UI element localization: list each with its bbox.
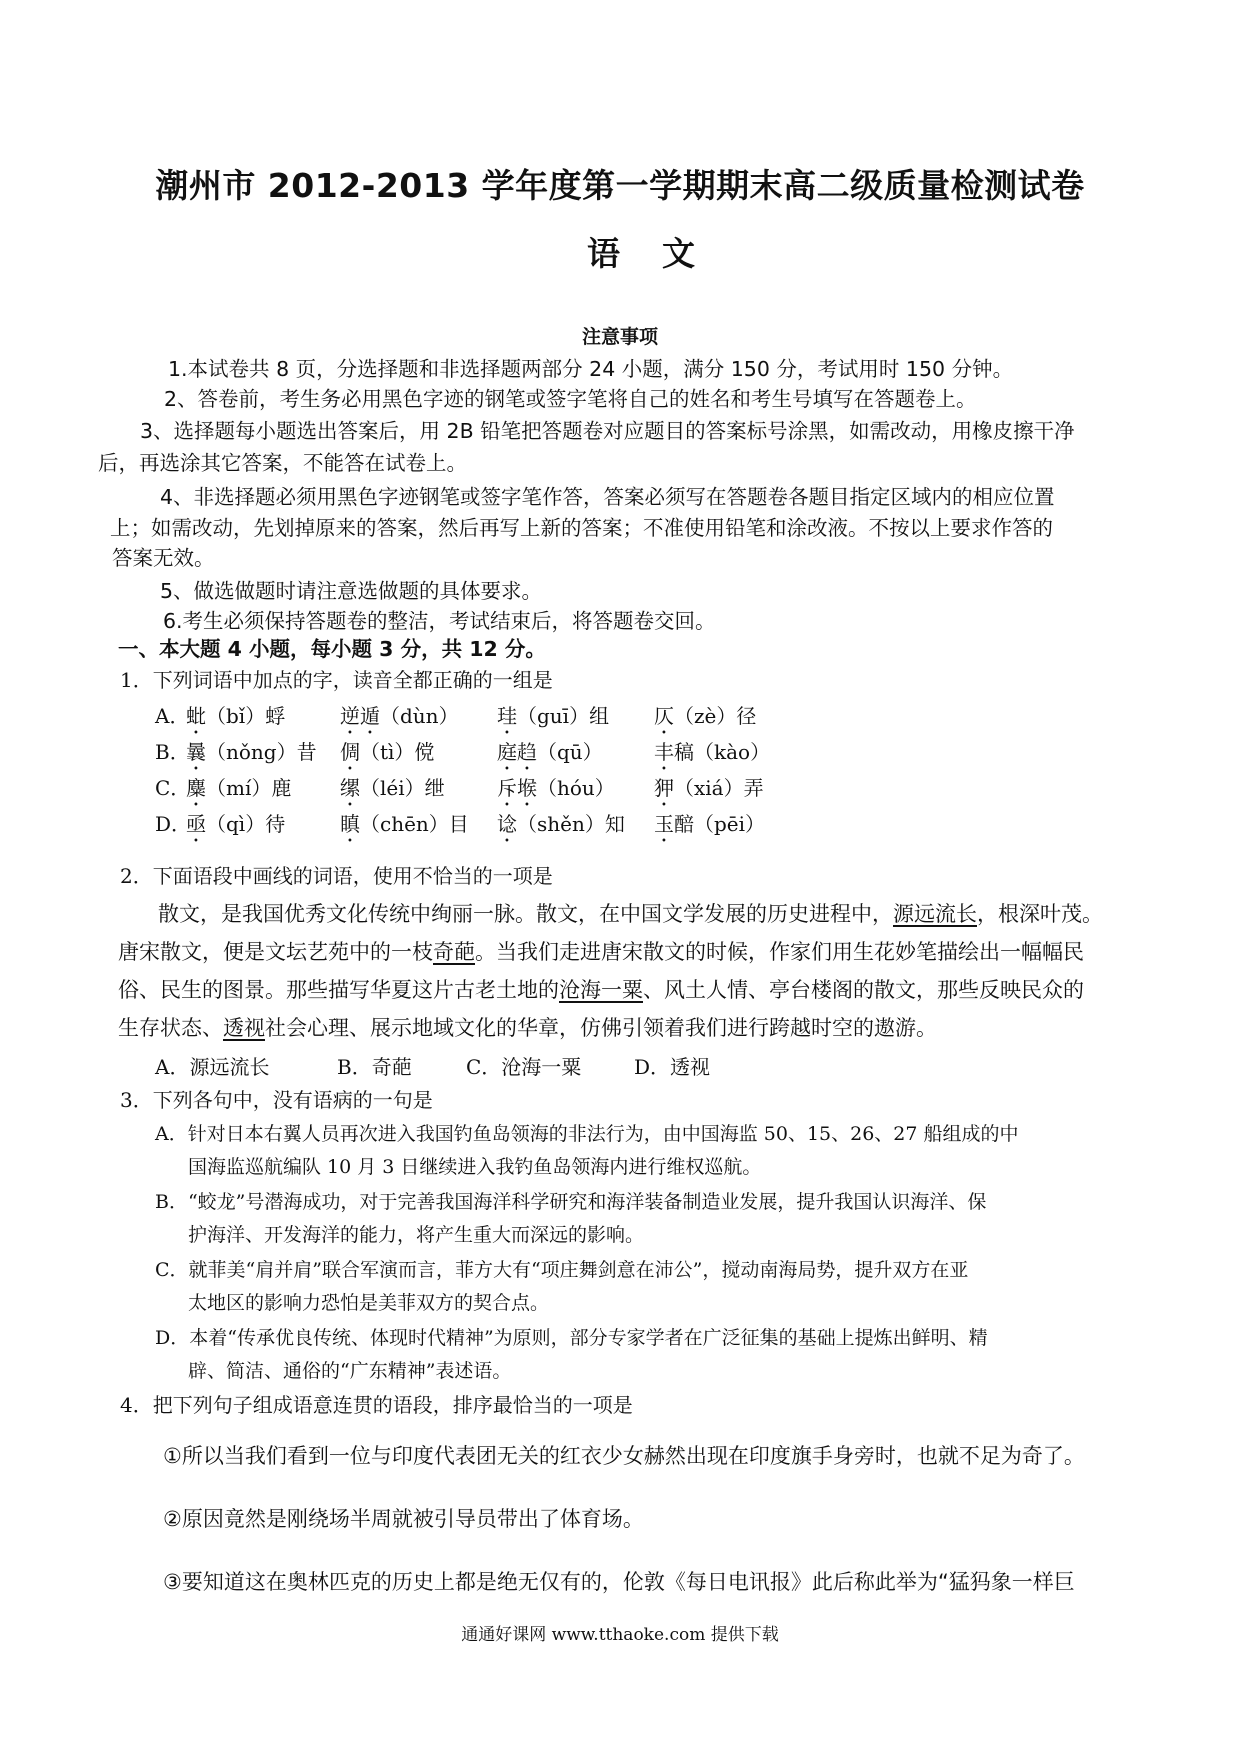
- pinyin-text: （léi）绁: [360, 776, 445, 800]
- q1-word-item: [654, 772, 764, 811]
- q1-word-item: [186, 772, 291, 811]
- dotted-character: 亟: [186, 812, 206, 836]
- q1-option-label: A．: [155, 704, 190, 728]
- q1-word-item: [654, 736, 770, 775]
- q1-word-item: [340, 772, 445, 811]
- notice-line-8: 5、做选做题时请注意选做题的具体要求。: [160, 579, 543, 603]
- q1-option-label: C．: [155, 776, 191, 800]
- notice-line-1: 1.本试卷共 8 页，分选择题和非选择题两部分 24 小题，满分 150 分，考试用时 150 分钟。: [168, 357, 1014, 381]
- pinyin-text: （qì）待: [206, 812, 286, 836]
- q3-option-b-line-2: 护海洋、开发海洋的能力，将产生重大而深远的影响。: [188, 1224, 645, 1246]
- q4-sentence-3: ③要知道这在奥林匹克的历史上都是绝无仅有的，伦敦《每日电讯报》此后称此举为“猛犸象一样巨: [163, 1570, 1075, 1594]
- dotted-character: 麋: [186, 776, 206, 800]
- q1-word-item: [340, 700, 459, 739]
- subject-title: 语文: [587, 234, 737, 273]
- q3-option-d-line-2: 辟、简洁、通俗的“广东精神”表述语。: [188, 1360, 512, 1382]
- pinyin-text: （bǐ）蜉: [206, 704, 286, 728]
- q1-word-item: [654, 808, 765, 847]
- notice-line-5: 4、非选择题必须用黑色字迹钢笔或签字笔作答，答案必须写在答题卷各题目指定区域内的相应位置: [160, 485, 1055, 509]
- notice-line-7: 答案无效。: [112, 546, 215, 570]
- dotted-character: 蚍: [186, 704, 206, 728]
- q1-word-item: [497, 772, 615, 811]
- pinyin-text: （xiá）弄: [674, 776, 764, 800]
- dotted-character: 狎: [654, 776, 674, 800]
- footer-credit: 通通好课网 www.tthaoke.com 提供下载: [461, 1625, 779, 1645]
- q3-option-c-line-1: C．就菲美“肩并肩”联合军演而言，菲方大有“项庄舞剑意在沛公”，搅动南海局势，提升双方在亚: [155, 1259, 969, 1281]
- dotted-character: 倜: [340, 740, 360, 764]
- pinyin-text: （hóu）: [537, 776, 615, 800]
- q1-word-item: [497, 736, 603, 775]
- pinyin-text: 醅（pēi）: [674, 812, 766, 836]
- q1-word-item: [340, 808, 469, 847]
- underlined-term: 透视: [223, 1016, 265, 1040]
- q1-word-item: [340, 736, 434, 775]
- q3-option-a-line-2: 国海监巡航编队 10 月 3 日继续进入我钓鱼岛领海内进行维权巡航。: [188, 1156, 762, 1178]
- pinyin-text: （shěn）知: [517, 812, 625, 836]
- q3-option-b-line-1: B．“蛟龙”号潜海成功，对于完善我国海洋科学研究和海洋装备制造业发展，提升我国认识海洋、保: [155, 1191, 987, 1213]
- q2-stem: 2．下面语段中画线的词语，使用不恰当的一项是: [120, 864, 553, 888]
- notice-line-4: 后，再选涂其它答案，不能答在试卷上。: [98, 451, 467, 475]
- q1-word-item: [186, 808, 285, 847]
- q3-option-a-line-1: A．针对日本右翼人员再次进入我国钓鱼岛领海的非法行为，由中国海监 50、15、26、27 船组成的中: [155, 1123, 1019, 1145]
- pinyin-text: 稿（kào）: [674, 740, 771, 764]
- pinyin-text: （chēn）目: [360, 812, 469, 836]
- dotted-character: 仄: [654, 704, 674, 728]
- underlined-term: 奇葩: [433, 940, 475, 964]
- notice-heading: 注意事项: [581, 326, 658, 348]
- underlined-term: 沧海一粟: [559, 978, 643, 1002]
- q3-option-d-line-1: D．本着“传承优良传统、体现时代精神”为原则，部分专家学者在广泛征集的基础上提炼出鲜明、精: [155, 1327, 988, 1349]
- q1-word-item: [186, 736, 317, 775]
- q1-word-item: [497, 700, 609, 739]
- dotted-character: 缧: [340, 776, 360, 800]
- q4-sentence-2: ②原因竟然是刚绕场半周就被引导员带出了体育场。: [163, 1507, 644, 1531]
- notice-line-9: 6.考生必须保持答题卷的整洁，考试结束后，将答题卷交回。: [163, 609, 716, 633]
- q2-option-b: B．奇葩: [337, 1055, 412, 1079]
- dotted-character: 玉: [654, 812, 674, 836]
- q1-word-item: [186, 700, 285, 739]
- q2-option-c: C．沧海一粟: [466, 1055, 582, 1079]
- q2-paragraph-line-4: 生存状态、透视社会心理、展示地域文化的华章，仿佛引领着我们进行跨越时空的遨游。: [118, 1016, 937, 1040]
- pinyin-text: （tì）傥: [360, 740, 435, 764]
- section-1-heading: 一、本大题 4 小题，每小题 3 分，共 12 分。: [118, 637, 546, 661]
- q1-stem: 1．下列词语中加点的字，读音全都正确的一组是: [120, 668, 553, 692]
- q1-word-item: [654, 700, 756, 739]
- dotted-character: 珪: [497, 704, 517, 728]
- q1-word-item: [497, 808, 625, 847]
- notice-line-2: 2、答卷前，考生务必用黑色字迹的钢笔或签字笔将自己的姓名和考生号填写在答题卷上。: [164, 387, 977, 411]
- dotted-character: 瞋: [340, 812, 360, 836]
- pinyin-text: （nǒng）昔: [206, 740, 317, 764]
- q3-stem: 3．下列各句中，没有语病的一句是: [120, 1088, 433, 1112]
- dotted-character: 曩: [186, 740, 206, 764]
- pinyin-text: （mí）鹿: [206, 776, 292, 800]
- q4-sentence-1: ①所以当我们看到一位与印度代表团无关的红衣少女赫然出现在印度旗手身旁时，也就不足为奇了。: [163, 1444, 1085, 1468]
- q1-option-label: B．: [155, 740, 190, 764]
- q1-option-label: D．: [155, 812, 192, 836]
- dotted-character: 丰: [654, 740, 674, 764]
- dotted-character: 逆遁: [340, 704, 380, 728]
- exam-title: 潮州市 2012-2013 学年度第一学期期末高二级质量检测试卷: [155, 166, 1085, 205]
- q2-option-a: A．源远流长: [155, 1055, 270, 1079]
- pinyin-text: （dùn）: [380, 704, 459, 728]
- pinyin-text: （qū）: [537, 740, 603, 764]
- pinyin-text: （guī）组: [517, 704, 610, 728]
- notice-line-3: 3、选择题每小题选出答案后，用 2B 铅笔把答题卷对应题目的答案标号涂黑，如需改动，用橡皮擦干净: [140, 419, 1075, 443]
- q2-paragraph-line-1: 散文，是我国优秀文化传统中绚丽一脉。散文，在中国文学发展的历史进程中，源远流长，根深叶茂。: [158, 902, 1103, 926]
- dotted-character: 斥堠: [497, 776, 537, 800]
- q2-paragraph-line-3: 俗、民生的图景。那些描写华夏这片古老土地的沧海一粟、风土人情、亭台楼阁的散文，那些反映民众的: [118, 978, 1084, 1002]
- dotted-character: 庭趋: [497, 740, 537, 764]
- q3-option-c-line-2: 太地区的影响力恐怕是美菲双方的契合点。: [188, 1292, 550, 1314]
- dotted-character: 谂: [497, 812, 517, 836]
- pinyin-text: （zè）径: [674, 704, 757, 728]
- q4-stem: 4．把下列句子组成语意连贯的语段，排序最恰当的一项是: [120, 1393, 633, 1417]
- q2-paragraph-line-2: 唐宋散文，便是文坛艺苑中的一枝奇葩。当我们走进唐宋散文的时候，作家们用生花妙笔描绘出一幅幅民: [118, 940, 1084, 964]
- notice-line-6: 上；如需改动，先划掉原来的答案，然后再写上新的答案；不准使用铅笔和涂改液。不按以上要求作答的: [110, 516, 1053, 540]
- q2-option-d: D．透视: [634, 1055, 711, 1079]
- underlined-term: 源远流长: [893, 902, 977, 926]
